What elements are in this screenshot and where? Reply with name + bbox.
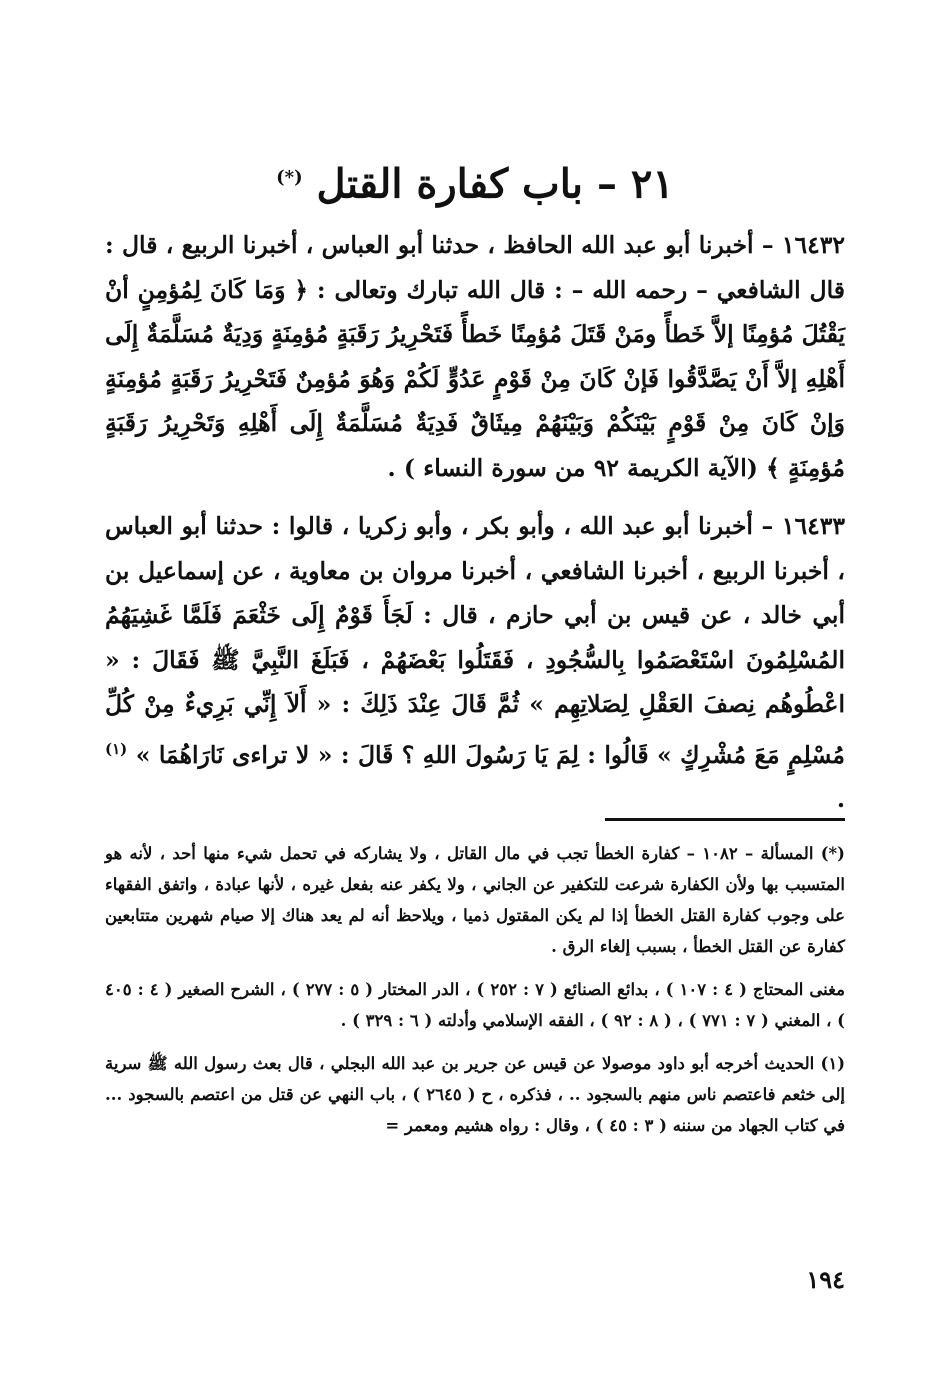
footnote-references: مغنى المحتاج ( ٤ : ١٠٧ ) ، بدائع الصنائع ( ٧ : ٢٥٢ ) ، الدر المختار ( ٥ : ٢٧٧ ) ، الشرح الصغير ( ٤ : ٤٠٥ ) ، المغني ( ٧ : ٧٧١ ) ، ( ٨ : ٩٢ ) ، الفقه الإسلامي وأدلته ( ٦ : ٣٢٩ ) . xyxy=(105,980,845,1030)
hadith-paragraph xyxy=(105,504,845,821)
chapter-title-marker: (*) xyxy=(276,167,303,188)
footnote-reference: (١) xyxy=(105,739,128,758)
footnotes xyxy=(105,838,845,1141)
footnote: (١) الحديث أخرجه أبو داود موصولا عن قيس عن جرير بن عبد الله البجلي ، قال بعث رسول الله ﷺ سرية إلى خثعم فاعتصم ناس منهم بالسجود .. ، فذكره ، ح ( ٢٦٤٥ ) ، باب النهي عن قتل من اعتصم بالسجود ... في كتاب الجهاد من سننه ( ٣ : ٤٥ ) ، وقال : رواه هشيم ومعمر = xyxy=(105,1054,846,1135)
main-text xyxy=(105,223,845,821)
hadith-paragraph: ١٦٤٣٢ – أخبرنا أبو عبد الله الحافظ ، حدثنا أبو العباس ، أخبرنا الربيع ، قال : قال الشافعي – رحمه الله – : قال الله تبارك وتعالى : ﴿ وَمَا كَانَ لِمُؤمِنٍ أنْ يَقْتُلَ مُؤمِنًا إلاَّ خَطأً ومَنْ قَتَلَ مُؤمِنًا خَطأً فَتَحْرِيرُ رَقَبَةٍ مُؤمِنَةٍ وَدِيَةٌ مُسَلَّمَةٌ إِلَى أَهْلِهِ إلاَّ أَنْ يَصَّدَّقُوا فَإنْ كَانَ مِنْ قَوْمٍ عَدُوٍّ لَكُمْ وَهُوَ مُؤمِنٌ فَتَحْرِيرُ رَقَبَةٍ مُؤمِنَةٍ وَإنْ كَانَ مِنْ قَوْمٍ بَيْنَكُمْ وَبَيْنَهُمْ مِيثَاقٌ فَدِيَةٌ مُسَلَّمَةٌ إِلَى أَهْلِهِ وَتَحْرِيرُ رَقَبَةٍ مُؤمِنَةٍ ﴾ (الآية الكريمة ٩٢ من سورة النساء ) . xyxy=(105,231,845,482)
hadith-paragraph-end: . xyxy=(836,784,845,813)
hadith-paragraph-text: ١٦٤٣٣ – أخبرنا أبو عبد الله ، وأبو بكر ، وأبو زكريا ، قالوا : حدثنا أبو العباس ، أخبرنا الربيع ، أخبرنا الشافعي ، أخبرنا مروان بن معاوية ، عن إسماعيل بن أبي خالد ، عن قيس بن أبي حازم ، قال : لَجَأَ قَوْمٌ إِلَى خَثْعَمَ فَلَمَّا غَشِيَهُمُ المُسْلِمُونَ اسْتَعْصَمُوا بِالسُّجُودِ ، فَقَتَلُوا بَعْضَهُمْ ، فَبَلَغَ النَّبِيَّ ﷺ فَقَالَ : « اعْطُوهُم نِصفَ العَقْلِ لِصَلاتِهِم » ثُمَّ قَالَ عِنْدَ ذَلِكَ : « أَلاَ إِنِّي بَرِيءٌ مِنْ كُلِّ مُسْلِمٍ مَعَ مُشْرِكٍ » قَالُوا : لِمَ يَا رَسُولَ اللهِ ؟ قَالَ : « لا تراءى نَارَاهُمَا » xyxy=(105,512,845,769)
chapter-title xyxy=(0,148,950,214)
page-number: ١٩٤ xyxy=(806,1265,845,1294)
footnote: (*) المسألة – ١٠٨٢ – كفارة الخطأ تجب في مال القاتل ، ولا يشاركه في تحمل شيء منها أحد ، لأنه هو المتسبب بها ولأن الكفارة شرعت للتكفير عن الجاني ، ولا يكفر عنه بفعل غيره ، لأنها عبادة ، واتفق الفقهاء على وجوب كفارة القتل الخطأ إذا لم يكن المقتول ذميا ، ويلاحظ أنه لم يعد هناك إلا صيام شهرين متتابعين كفارة عن القتل الخطأ ، بسبب إلغاء الرق . xyxy=(105,844,845,956)
footnote-divider xyxy=(605,818,845,821)
chapter-title-text: ٢١ – باب كفارة القتل xyxy=(316,160,674,208)
